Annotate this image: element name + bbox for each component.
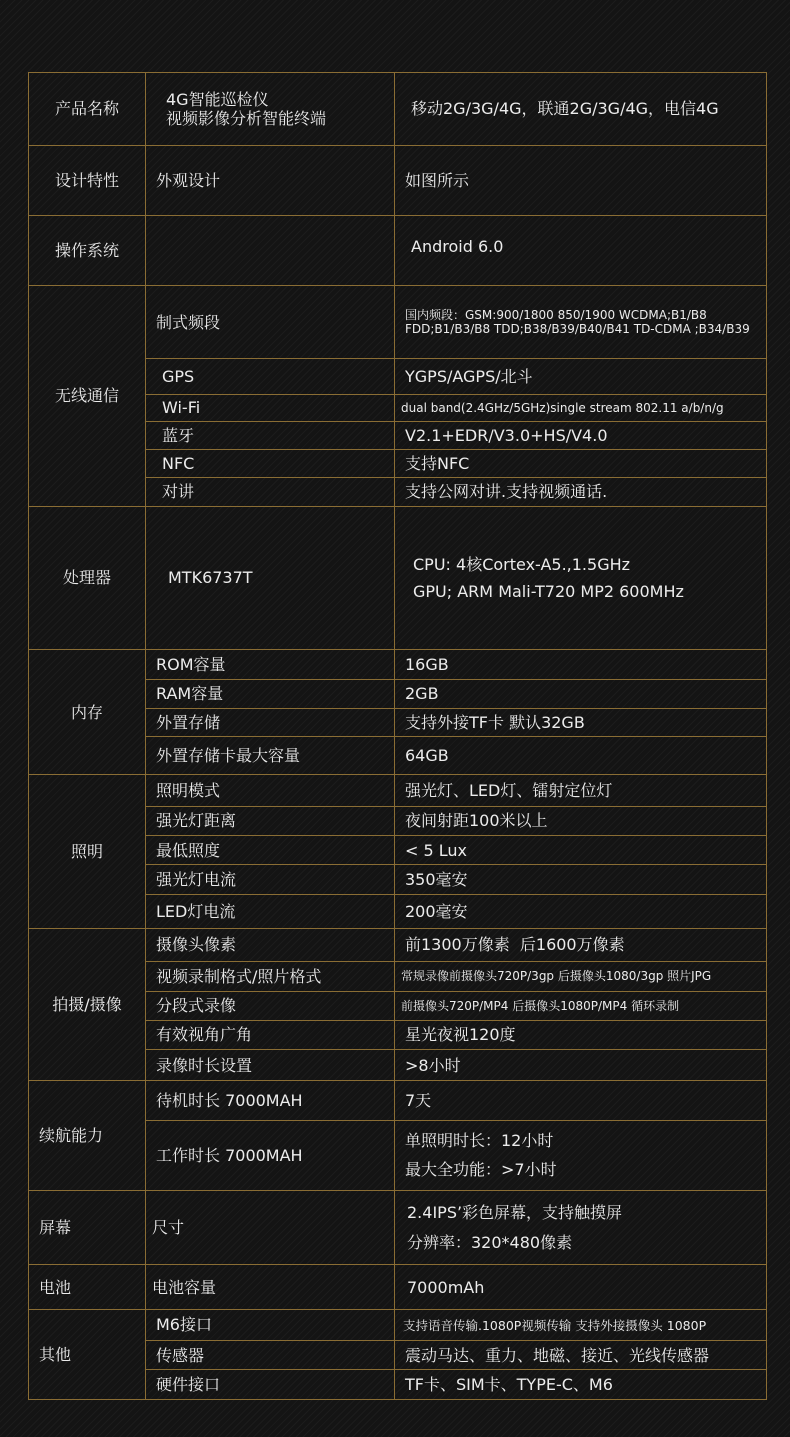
processor-value xyxy=(395,506,767,650)
battery-item: 电池容量 xyxy=(146,1265,395,1309)
category-endurance: 续航能力 xyxy=(29,1081,146,1190)
row-design xyxy=(29,145,767,215)
os-value: Android 6.0 xyxy=(395,215,767,286)
row-screen xyxy=(29,1190,767,1265)
rom-item: ROM容量 xyxy=(146,650,395,680)
category-product: 产品名称 xyxy=(29,73,146,146)
light-mode-item: 照明模式 xyxy=(146,775,395,806)
product-name-line1: 4G智能巡检仪 xyxy=(166,89,269,109)
gps-item: GPS xyxy=(146,359,395,395)
screen-value-line1: 2.4IPS’彩色屏幕，支持触摸屏 xyxy=(407,1203,623,1223)
row-battery xyxy=(29,1265,767,1309)
row-wireless-band xyxy=(29,286,767,359)
light-mode-value: 强光灯、LED灯、镭射定位灯 xyxy=(395,775,767,806)
extmax-value: 64GB xyxy=(395,736,767,774)
category-lighting: 照明 xyxy=(29,775,146,929)
category-screen: 屏幕 xyxy=(29,1190,146,1265)
screen-item: 尺寸 xyxy=(146,1190,395,1265)
sensor-item: 传感器 xyxy=(146,1341,395,1370)
extmax-item: 外置存储卡最大容量 xyxy=(146,736,395,774)
ram-value: 2GB xyxy=(395,680,767,708)
row-cam-pixels xyxy=(29,928,767,961)
nfc-value: 支持NFC xyxy=(395,449,767,477)
work-item: 工作时长 7000MAH xyxy=(146,1120,395,1190)
row-processor xyxy=(29,506,767,650)
standby-value: 7天 xyxy=(395,1081,767,1120)
light-distance-value: 夜间射距100米以上 xyxy=(395,806,767,835)
bt-value: V2.1+EDR/V3.0+HS/V4.0 xyxy=(395,421,767,449)
hw-item: 硬件接口 xyxy=(146,1370,395,1400)
product-name-line2: 视频影像分析智能终端 xyxy=(166,108,327,128)
category-wireless: 无线通信 xyxy=(29,286,146,506)
cam-segment-value: 前摄像头720P/MP4 后摄像头1080P/MP4 循环录制 xyxy=(395,991,767,1020)
work-value-line1: 单照明时长：12小时 xyxy=(405,1131,554,1151)
intercom-value: 支持公网对讲.支持视频通话. xyxy=(395,478,767,506)
cam-segment-item: 分段式录像 xyxy=(146,991,395,1020)
cam-format-item: 视频录制格式/照片格式 xyxy=(146,962,395,991)
strong-current-value: 350毫安 xyxy=(395,865,767,894)
cam-duration-value: >8小时 xyxy=(395,1050,767,1081)
intercom-item: 对讲 xyxy=(146,478,395,506)
work-value-line2: 最大全功能：>7小时 xyxy=(405,1160,557,1180)
ext-item: 外置存储 xyxy=(146,708,395,736)
battery-value: 7000mAh xyxy=(395,1265,767,1309)
cam-angle-value: 星光夜视120度 xyxy=(395,1020,767,1049)
ext-value: 支持外接TF卡 默认32GB xyxy=(395,708,767,736)
row-rom xyxy=(29,650,767,680)
bt-item: 蓝牙 xyxy=(146,421,395,449)
ram-item: RAM容量 xyxy=(146,680,395,708)
design-value: 如图所示 xyxy=(395,145,767,215)
gps-value: YGPS/AGPS/北斗 xyxy=(395,359,767,395)
category-design: 设计特性 xyxy=(29,145,146,215)
rom-value: 16GB xyxy=(395,650,767,680)
nfc-item: NFC xyxy=(146,449,395,477)
cam-duration-item: 录像时长设置 xyxy=(146,1050,395,1081)
category-processor: 处理器 xyxy=(29,506,146,650)
category-other: 其他 xyxy=(29,1309,146,1399)
screen-value xyxy=(395,1190,767,1265)
wifi-value: dual band(2.4GHz/5GHz)single stream 802.11 a/b/n/g xyxy=(395,395,767,421)
led-current-item: LED灯电流 xyxy=(146,894,395,928)
network-value: 移动2G/3G/4G，联通2G/3G/4G，电信4G xyxy=(395,73,767,146)
band-value: 国内频段：GSM:900/1800 850/1900 WCDMA;B1/B8 FDD;B1/B3/B8 TDD;B38/B39/B40/B41 TD-CDMA ;B34/B39 xyxy=(395,286,767,359)
category-camera: 拍摄/摄像 xyxy=(29,928,146,1081)
row-standby xyxy=(29,1081,767,1120)
spec-table xyxy=(28,72,767,1400)
screen-value-line2: 分辨率：320*480像素 xyxy=(407,1232,573,1252)
lux-value: < 5 Lux xyxy=(395,835,767,864)
cam-angle-item: 有效视角广角 xyxy=(146,1020,395,1049)
standby-item: 待机时长 7000MAH xyxy=(146,1081,395,1120)
processor-item: MTK6737T xyxy=(146,506,395,650)
cpu-value: CPU: 4核Cortex-A5.,1.5GHz xyxy=(413,554,631,574)
category-os: 操作系统 xyxy=(29,215,146,286)
os-item xyxy=(146,215,395,286)
cam-pixels-value: 前1300万像素 后1600万像素 xyxy=(395,928,767,961)
row-product xyxy=(29,73,767,146)
m6-value: 支持语音传输.1080P视频传输 支持外接摄像头 1080P xyxy=(395,1309,767,1340)
row-m6 xyxy=(29,1309,767,1340)
product-name xyxy=(146,73,395,146)
design-item: 外观设计 xyxy=(146,145,395,215)
cam-format-value: 常规录像前摄像头720P/3gp 后摄像头1080/3gp 照片JPG xyxy=(395,962,767,991)
m6-item: M6接口 xyxy=(146,1309,395,1340)
wifi-item: Wi-Fi xyxy=(146,395,395,421)
cam-pixels-item: 摄像头像素 xyxy=(146,928,395,961)
hw-value: TF卡、SIM卡、TYPE-C、M6 xyxy=(395,1370,767,1400)
light-distance-item: 强光灯距离 xyxy=(146,806,395,835)
sensor-value: 震动马达、重力、地磁、接近、光线传感器 xyxy=(395,1341,767,1370)
row-light-mode xyxy=(29,775,767,806)
gpu-value: GPU; ARM Mali-T720 MP2 600MHz xyxy=(413,581,684,601)
row-os xyxy=(29,215,767,286)
led-current-value: 200毫安 xyxy=(395,894,767,928)
band-item: 制式频段 xyxy=(146,286,395,359)
lux-item: 最低照度 xyxy=(146,835,395,864)
category-battery: 电池 xyxy=(29,1265,146,1309)
strong-current-item: 强光灯电流 xyxy=(146,865,395,894)
category-memory: 内存 xyxy=(29,650,146,775)
work-value xyxy=(395,1120,767,1190)
